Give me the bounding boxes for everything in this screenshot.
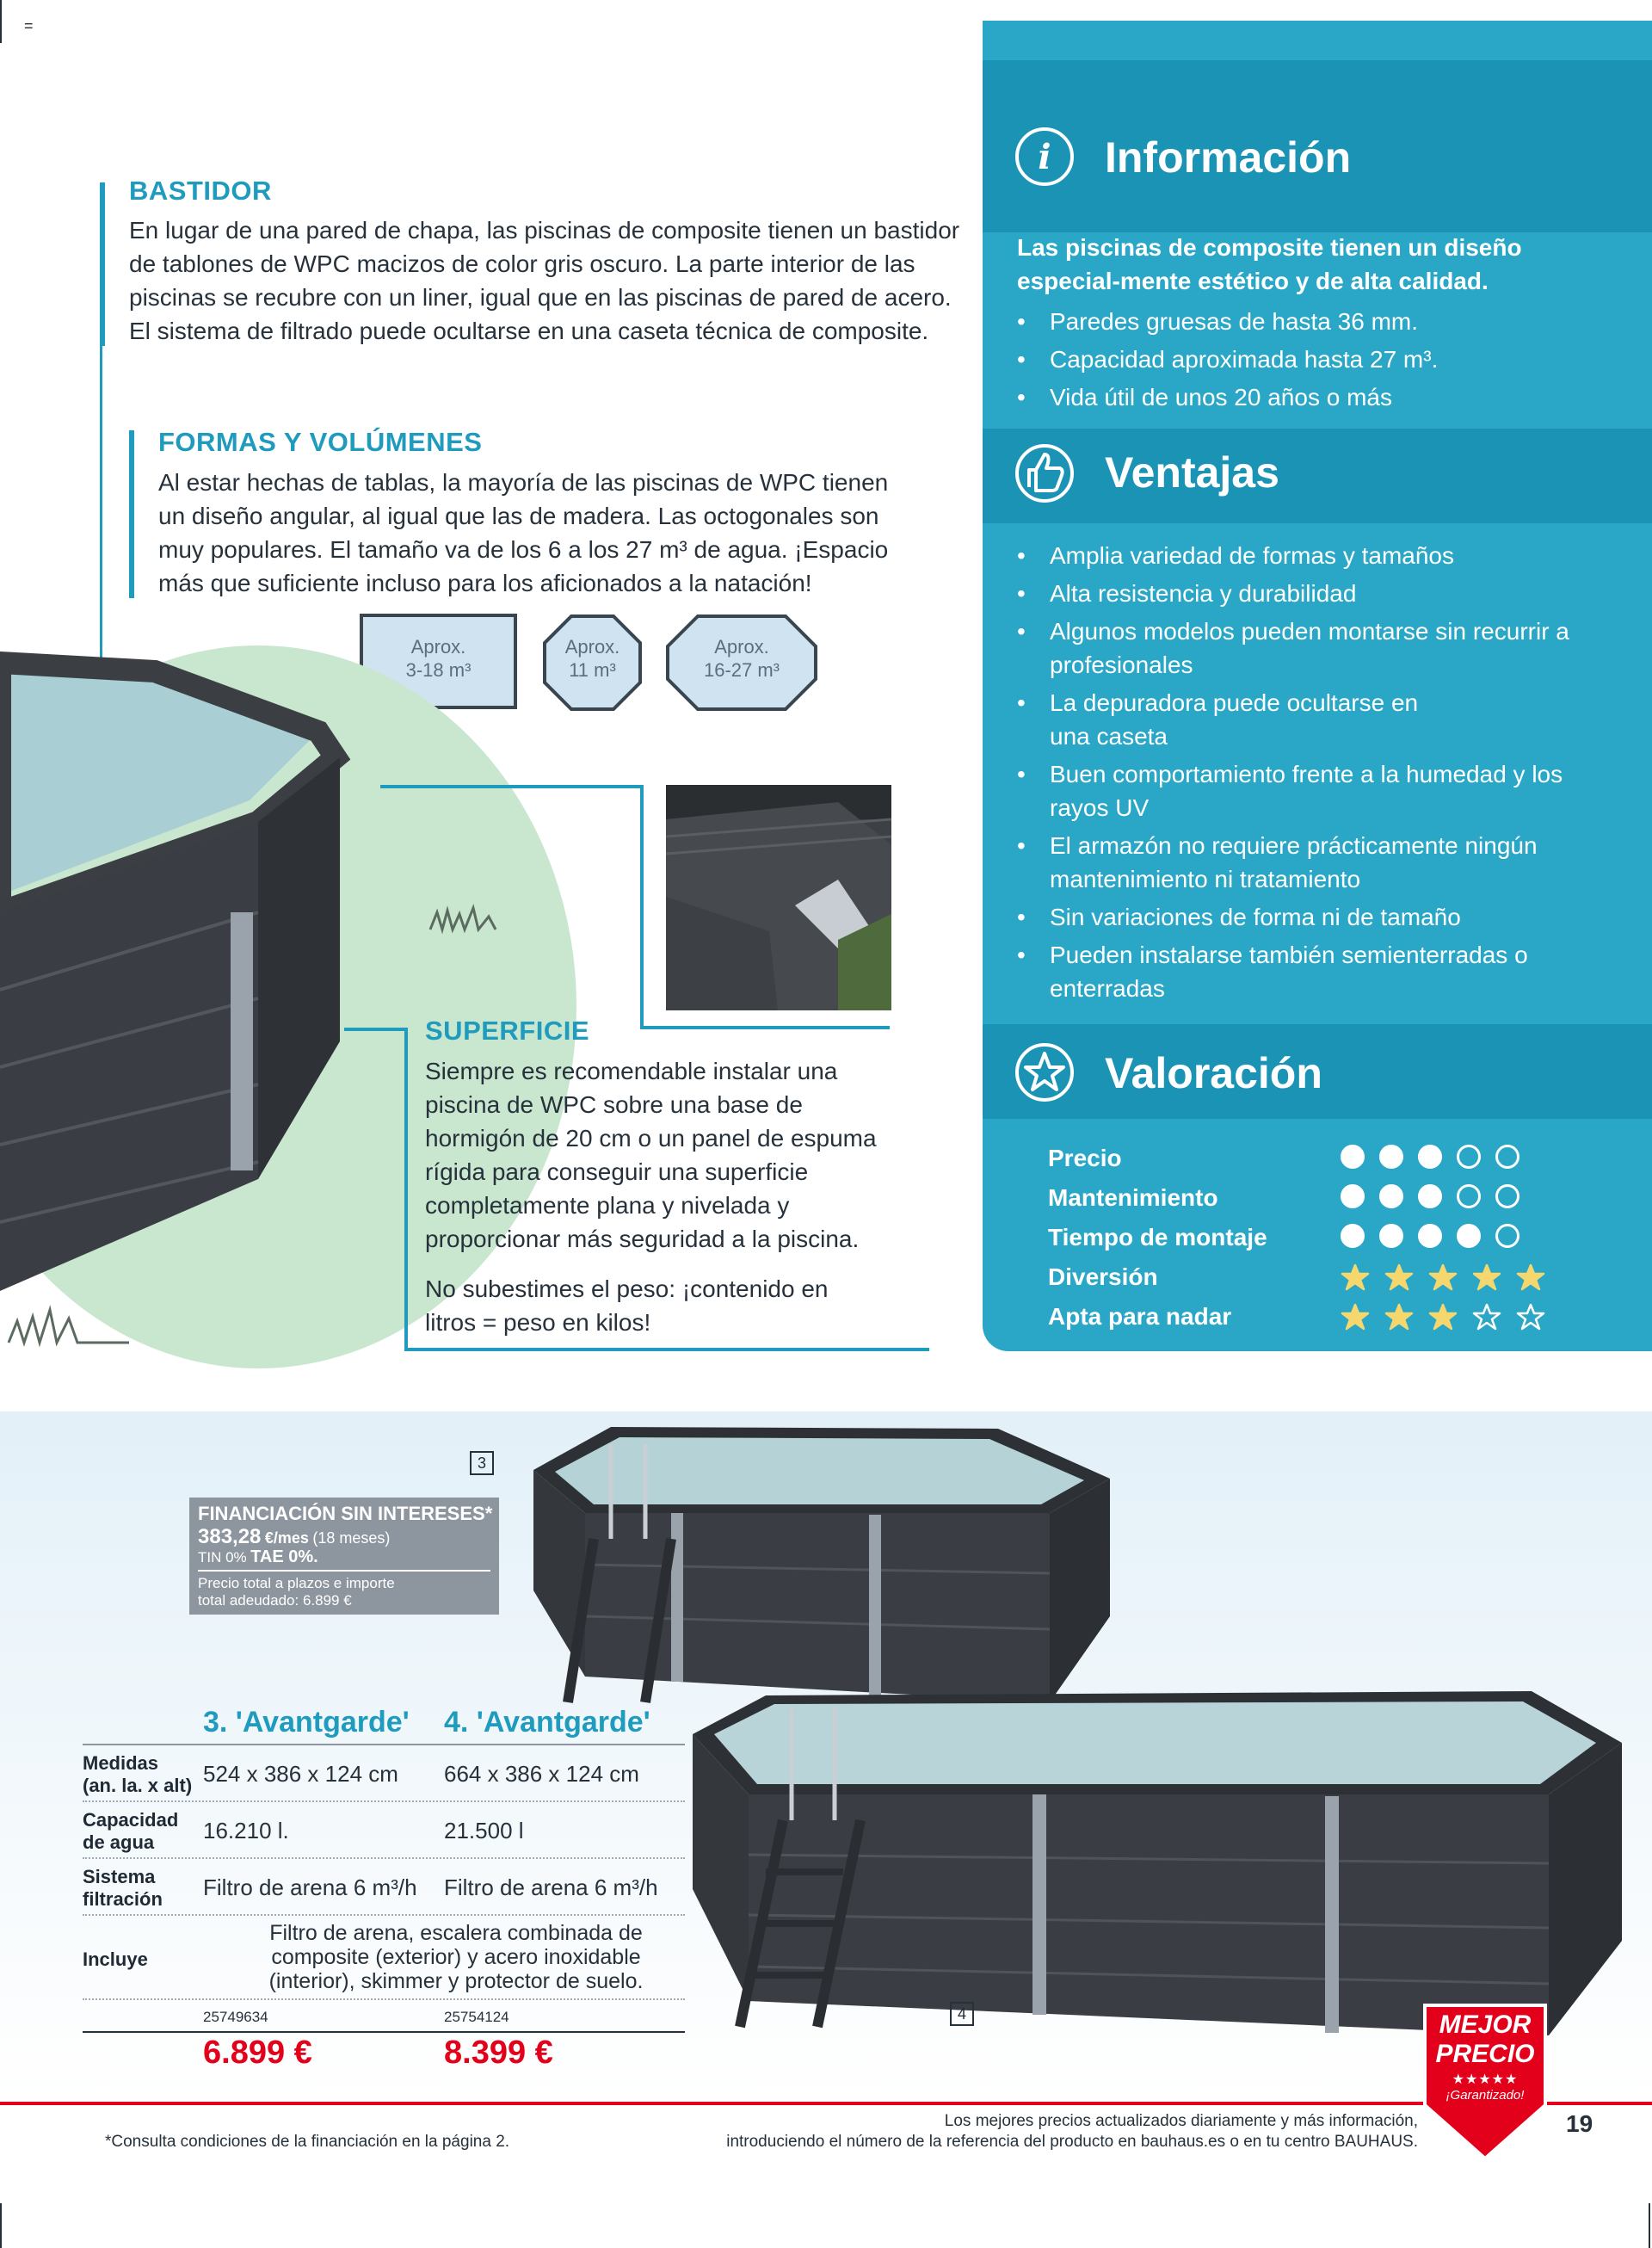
rating-dot-filled (1379, 1184, 1403, 1208)
octagon-shape-volume: 11 m³ (569, 659, 616, 681)
superficie-connector-bottom (404, 1348, 929, 1351)
rating-marks (1341, 1145, 1519, 1169)
rating-row-mantenimiento (1048, 1184, 1599, 1219)
info-icon (1014, 126, 1076, 188)
rating-dot-filled (1341, 1145, 1365, 1169)
photo-connector-top (380, 785, 644, 788)
mejor-precio-line1: MEJOR (1439, 2010, 1532, 2039)
informacion-bullet: • Capacidad aproximada hasta 27 m³. (1017, 343, 1619, 376)
informacion-heading: Información (1105, 133, 1352, 182)
ventajas-bullet: • Sin variaciones de forma ni de tamaño (1017, 900, 1576, 934)
product-4-header: 4. 'Avantgarde' (444, 1706, 650, 1738)
rating-dot-filled (1379, 1145, 1403, 1169)
mejor-precio-stars: ★★★★★ (1452, 2072, 1519, 2087)
rating-dot-empty (1495, 1224, 1519, 1248)
rating-dot-filled (1341, 1224, 1365, 1248)
rating-dot-filled (1418, 1145, 1442, 1169)
mejor-precio-line2: PRECIO (1435, 2040, 1535, 2068)
rating-dot-filled (1341, 1184, 1365, 1208)
row-medidas-label-line1: Medidas (83, 1752, 159, 1774)
menu-glyph: = (24, 17, 34, 34)
rating-label: Mantenimiento (1048, 1184, 1218, 1211)
bottom-crop-mark-right (1649, 2203, 1650, 2248)
ventajas-bullet: • La depuradora puede ocultarse en una caseta (1017, 686, 1428, 753)
elongated-octagon-shape-volume: 16-27 m³ (703, 659, 780, 681)
rating-dot-empty (1457, 1145, 1481, 1169)
table-divider (83, 1857, 685, 1859)
superficie-connector-top (344, 1028, 408, 1031)
ventajas-bullet: • Algunos modelos pueden montarse sin recurrir a profesionales (1017, 614, 1576, 682)
informacion-bullets (1017, 305, 1619, 418)
financing-title: FINANCIACIÓN SIN INTERESES* (198, 1503, 493, 1524)
mejor-precio-badge (1421, 2002, 1549, 2162)
product-3-capacidad: 16.210 l. (203, 1818, 289, 1843)
rating-star-empty-icon (1472, 1303, 1501, 1332)
financing-box (189, 1498, 499, 1615)
rating-dot-empty (1495, 1145, 1519, 1169)
rating-marks (1341, 1224, 1519, 1248)
row-medidas-label-line2: (an. la. x alt) (83, 1775, 193, 1796)
financing-total-line2: total adeudado: 6.899 € (198, 1592, 352, 1609)
financing-total-line1: Precio total a plazos e importe (198, 1575, 395, 1591)
ventajas-bullets (1017, 539, 1576, 1010)
page-number: 19 (1566, 2110, 1593, 2137)
bastidor-accent-line (100, 182, 105, 346)
rating-dot-empty (1495, 1184, 1519, 1208)
rating-dot-filled (1457, 1224, 1481, 1248)
rating-star-filled-icon (1384, 1263, 1414, 1293)
ventajas-header-bar (983, 429, 1652, 523)
informacion-intro: Las piscinas de composite tienen un diseño especial-mente estético y de alta calidad. (1017, 234, 1522, 294)
rating-star-filled-icon (1341, 1263, 1370, 1293)
pool-corner-detail-photo (666, 785, 891, 1010)
product-4-sistema: Filtro de arena 6 m³/h (444, 1874, 658, 1900)
photo-connector-vertical (640, 785, 644, 1028)
row-capacidad-label-line1: Capacidad (83, 1809, 179, 1831)
ventajas-bullet: • El armazón no requiere prácticamente ningún mantenimiento ni tratamiento (1017, 829, 1566, 896)
footer-info-line1: Los mejores precios actualizados diariamente y más información, (944, 2112, 1418, 2130)
rating-marks (1341, 1263, 1545, 1293)
financing-amount-line (198, 1525, 390, 1549)
pool-product-3-image (516, 1418, 1119, 1711)
photo-connector-bottom (640, 1026, 890, 1029)
ventajas-bullet: • Pueden instalarse también semienterradas o enterradas (1017, 938, 1549, 1005)
financing-tin: TIN 0% (198, 1549, 247, 1566)
info-panel (983, 21, 1652, 1351)
rectangle-shape-volume: 3-18 m³ (405, 659, 472, 681)
ventajas-bullet: • Alta resistencia y durabilidad (1017, 577, 1576, 610)
rating-row-diversion (1048, 1263, 1599, 1298)
row-medidas-label (83, 1752, 192, 1797)
rating-dot-filled (1379, 1224, 1403, 1248)
rating-row-apta-nadar (1048, 1303, 1599, 1337)
product-4-medidas: 664 x 386 x 124 cm (444, 1761, 639, 1787)
formas-accent-line (129, 430, 134, 598)
bottom-crop-mark-left (0, 2203, 2, 2248)
informacion-bullet: • Vida útil de unos 20 años o más (1017, 380, 1619, 414)
financing-per-month: €/mes (264, 1529, 309, 1547)
rating-star-filled-icon (1516, 1263, 1545, 1293)
formas-text: Al estar hechas de tablas, la mayoría de las piscinas de WPC tienen un diseño angular, al igual que las de madera. Las octogonales son muy populares. El tamaño va de los 6 a los 27 m³ de agua. ¡Espacio más que suficiente incluso para los aficionados a la natación! (158, 469, 889, 596)
bastidor-title: BASTIDOR (129, 176, 272, 206)
footer-financing-note: *Consulta condiciones de la financiación en la página 2. (105, 2133, 510, 2151)
table-header-divider (83, 1744, 685, 1745)
ventajas-bullet: • Buen comportamiento frente a la humedad y los rayos UV (1017, 757, 1566, 824)
elongated-octagon-shape-label-line1: Aprox. (714, 636, 769, 658)
product-4-reference: 25754124 (444, 2009, 509, 2025)
rating-star-empty-icon (1516, 1303, 1545, 1332)
octagon-shape-label-line1: Aprox. (564, 636, 620, 658)
table-divider (83, 1998, 685, 2000)
rating-star-filled-icon (1472, 1263, 1501, 1293)
row-incluye-label: Incluye (83, 1948, 148, 1970)
product-3-reference: 25749634 (203, 2009, 268, 2025)
row-sistema-label-line1: Sistema (83, 1866, 156, 1887)
rating-star-filled-icon (1341, 1303, 1370, 1332)
valoracion-heading: Valoración (1105, 1049, 1322, 1097)
product-3-medidas: 524 x 386 x 124 cm (203, 1761, 398, 1787)
bastidor-connector-line (100, 344, 102, 663)
footer-red-line (0, 2102, 1652, 2105)
rating-dot-empty (1457, 1184, 1481, 1208)
formas-title: FORMAS Y VOLÚMENES (158, 427, 483, 457)
mejor-precio-line3: ¡Garantizado! (1446, 2088, 1525, 2103)
superficie-accent-line (404, 1028, 408, 1348)
thumbs-up-icon (1014, 442, 1076, 504)
rating-label: Apta para nadar (1048, 1303, 1232, 1330)
star-icon (1014, 1041, 1076, 1103)
informacion-bullet: • Paredes gruesas de hasta 36 mm. (1017, 305, 1619, 338)
row-sistema-label-line2: filtración (83, 1888, 163, 1910)
product-3-number-badge: 3 (470, 1451, 494, 1475)
financing-amount: 383,28 (198, 1525, 262, 1548)
price-divider (83, 2031, 685, 2033)
product-includes-text: Filtro de arena, escalera combinada de composite (exterior) y acero inoxidable (interior), skimmer y protector de suelo. (268, 1921, 644, 1993)
pool-product-4-image (688, 1683, 1626, 2044)
rating-marks (1341, 1184, 1519, 1208)
product-4-price: 8.399 € (444, 2035, 553, 2071)
rating-row-tiempo-montaje (1048, 1224, 1599, 1258)
product-3-sistema: Filtro de arena 6 m³/h (203, 1874, 417, 1900)
rating-star-filled-icon (1428, 1303, 1458, 1332)
product-3-price: 6.899 € (203, 2035, 312, 2071)
page-edge-line (0, 0, 2, 43)
product-4-capacidad: 21.500 l (444, 1818, 524, 1843)
ventajas-heading: Ventajas (1105, 448, 1279, 497)
rating-row-precio (1048, 1145, 1599, 1179)
product-3-header: 3. 'Avantgarde' (203, 1706, 410, 1738)
superficie-text: Siempre es recomendable instalar una piscina de WPC sobre una base de hormigón de 20 cm o un panel de espuma rígida para conseguir una superficie completamente plana y nivelada y proporcionar más seguridad a la piscina. (425, 1058, 877, 1252)
rating-label: Precio (1048, 1145, 1122, 1171)
table-divider (83, 1914, 685, 1916)
financing-rate-line (198, 1547, 318, 1567)
rating-star-filled-icon (1428, 1263, 1458, 1293)
rating-star-filled-icon (1384, 1303, 1414, 1332)
rating-dot-filled (1418, 1184, 1442, 1208)
product-4-number-badge: 4 (950, 2002, 974, 2026)
financing-months: (18 meses) (312, 1529, 391, 1547)
rating-dot-filled (1418, 1224, 1442, 1248)
table-divider (83, 1800, 685, 1802)
rating-label: Tiempo de montaje (1048, 1224, 1267, 1251)
row-capacidad-label-line2: de agua (83, 1831, 155, 1853)
superficie-title: SUPERFICIE (425, 1016, 590, 1046)
bastidor-text: En lugar de una pared de chapa, las piscinas de composite tienen un bastidor de tablones de WPC macizos de color gris oscuro. La parte interior de las piscinas se recubre con un liner, igual que en las piscinas de pared de acero. El sistema de filtrado puede ocultarse en una caseta técnica de composite. (129, 217, 960, 344)
svg-text:i: i (1038, 137, 1051, 177)
elongated-octagon-shape-label (665, 635, 818, 682)
row-capacidad-label (83, 1809, 178, 1854)
rating-marks (1341, 1303, 1545, 1332)
superficie-note: No subestimes el peso: ¡contenido en litros = peso en kilos! (425, 1275, 829, 1336)
rectangle-shape-label-line1: Aprox. (410, 636, 466, 658)
rating-label: Diversión (1048, 1263, 1158, 1290)
footer-info-line2: introduciendo el número de la referencia del producto en bauhaus.es o en tu centro BAUHAUS. (726, 2133, 1418, 2151)
financing-divider (198, 1570, 490, 1572)
ventajas-bullet: • Amplia variedad de formas y tamaños (1017, 539, 1576, 572)
financing-tae: TAE 0%. (250, 1547, 318, 1566)
row-sistema-label (83, 1866, 163, 1911)
